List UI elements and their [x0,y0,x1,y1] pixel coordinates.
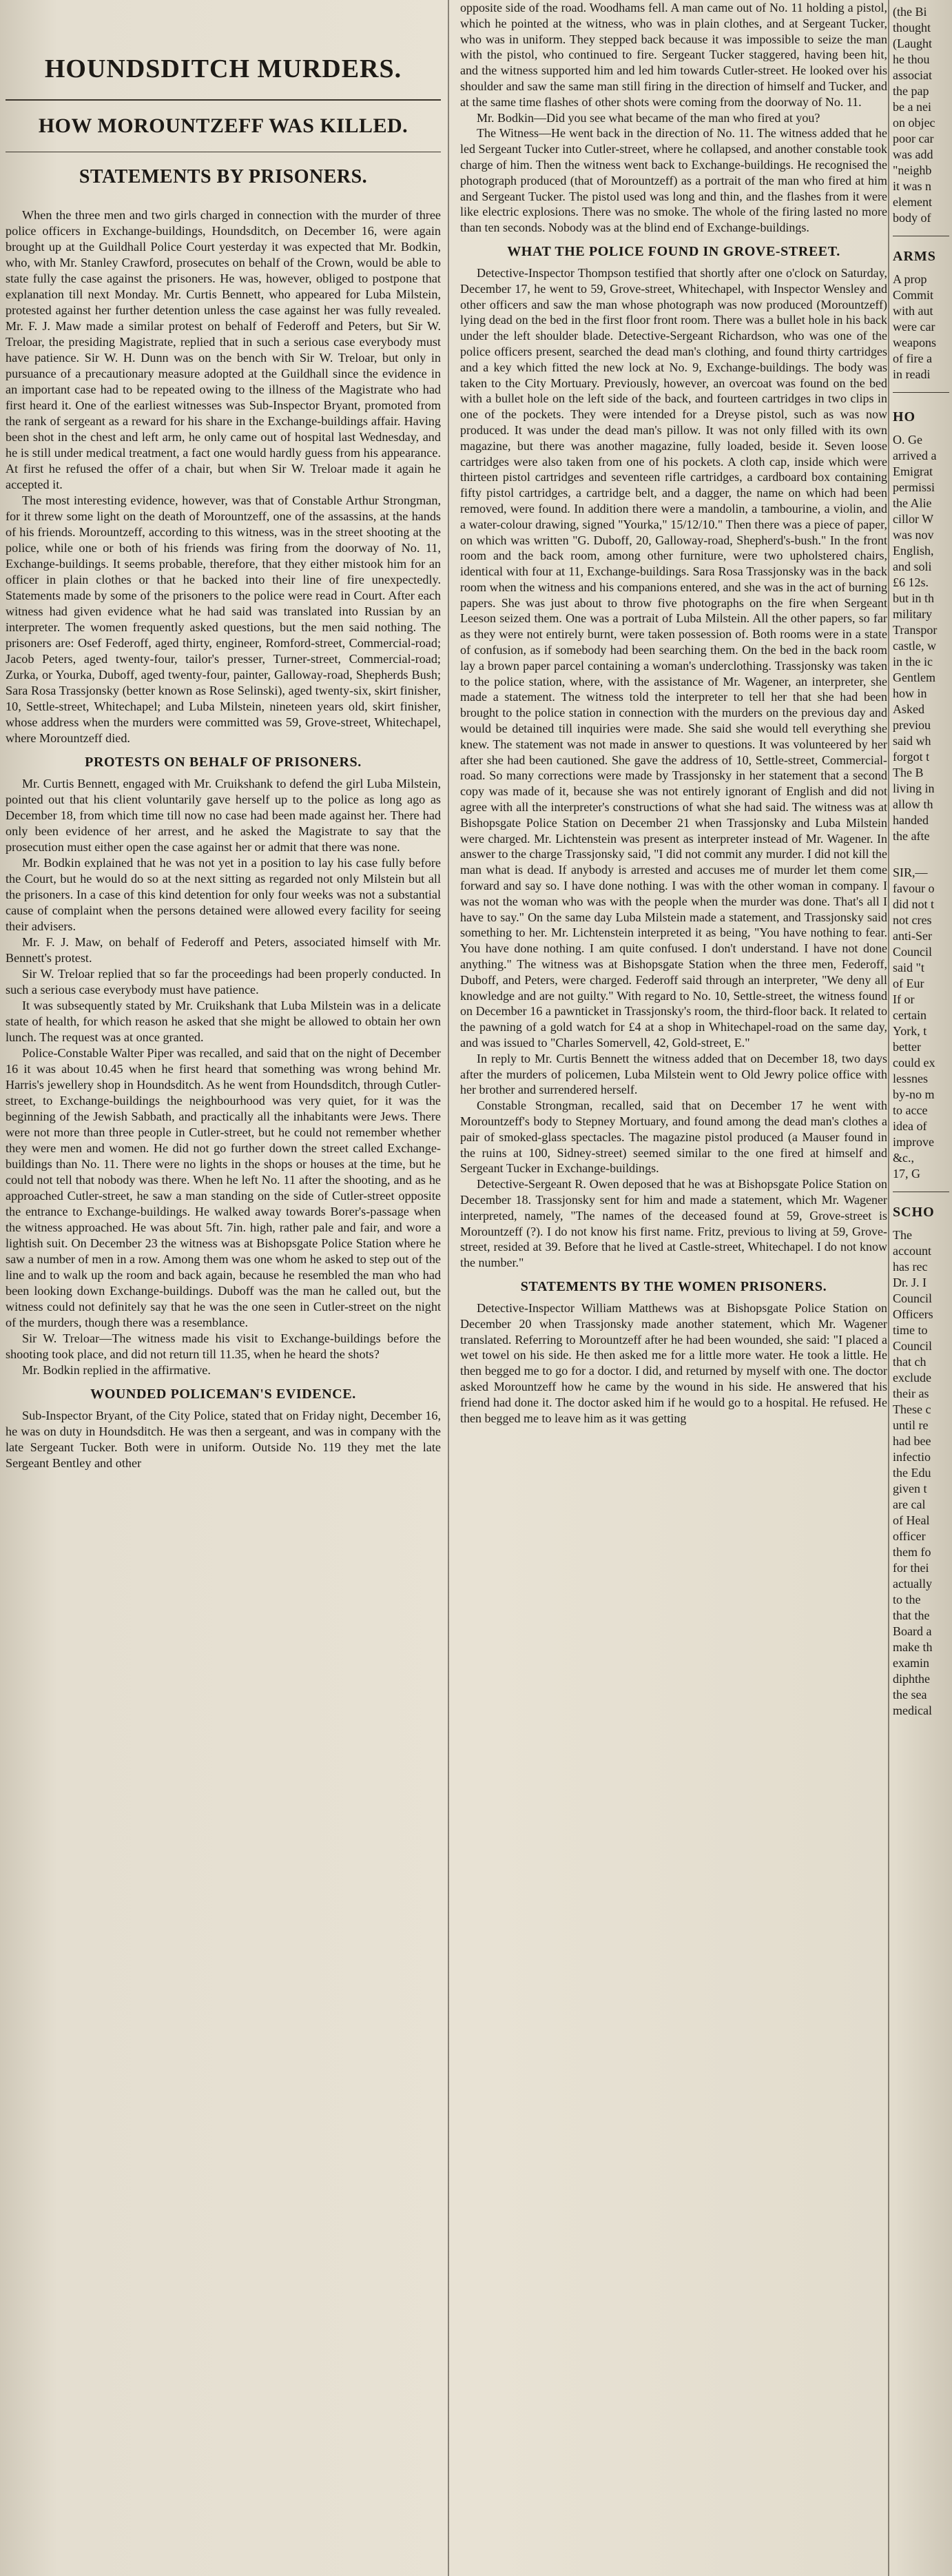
section-heading: PROTESTS ON BEHALF OF PRISONERS. [85,755,362,770]
fragment-line: but in th [893,591,935,605]
fragment-line: actually [893,1577,932,1591]
fragment-line: certain [893,1008,927,1022]
fragment-line: to acce [893,1103,928,1117]
fragment-line: that ch [893,1355,927,1369]
fragment-line: could ex [893,1056,935,1070]
fragment-line: account [893,1244,931,1258]
fragment-line: English, [893,544,934,558]
fragment-line: in readi [893,367,931,381]
fragment-line: be a nei [893,100,931,114]
fragment-line: Officers [893,1307,933,1321]
article-subheadline: HOW MOROUNTZEFF WAS KILLED. [6,114,441,152]
article-body-continued [460,0,887,236]
fragment-line: of fire a [893,351,932,365]
fragment-line: time to [893,1323,928,1337]
column-middle [460,0,887,2576]
paragraph: Detective-Sergeant R. Owen deposed that he was at Bishopsgate Police Station on December 18. Trassjonsky sent for him and made a statement, which Mr. Wagener interpreted, namely, "The names of the deceased found at 59, Grove-street is Morountzeff (?). I do not know his first name. Fritz, previous to living at 59, Grove-street, resided at 39. Before that he lived at Castle-street, Whitechapel. I do not know the number." [460,1177,887,1270]
fragment-line: SIR,— [893,866,928,879]
fragment-line: element [893,195,932,209]
article-body-grove-street [460,265,887,1271]
fragment-line: the Alie [893,496,932,510]
paragraph: It was subsequently stated by Mr. Cruikshank that Luba Milstein was in a delicate state of health, for which reason he asked that she might be allowed to obtain her own lunch. The request was at once granted. [6,999,441,1044]
fragment-line: The B [893,766,924,779]
fragment-line: thought [893,21,931,34]
fragment-heading: SCHO [893,1205,935,1220]
fragment-heading: ARMS [893,249,936,264]
fragment-line: were car [893,320,935,334]
fragment-line: had bee [893,1434,931,1448]
paragraph: Mr. Bodkin explained that he was not yet in a position to lay his case fully before the Court, but he would do so at the next sitting as regarded not only Milstein but all the prisoners. In a case of this kind detention for only four weeks was not a substantial cause of complaint when the persons detained were allowed every facility for seeing their advisers. [6,856,441,933]
paragraph: Police-Constable Walter Piper was recalled, and said that on the night of December 16 it was about 10.45 when he first heard that something was wrong behind Mr. Harris's jewellery shop in Houndsditch. As he went from Houndsditch, through Cutler-street, to Exchange-buildings the neighbourhood was very quiet, for it was the beginning of the Jewish Sabbath, and practically all the inhabitants were Jews. There were not more than three people in Cutler-street, but he could not remember whether they were men and women. He did not go further down the street called Exchange-buildings than No. 11. There were no lights in the shops or houses at the time, but he could not tell that nobody was there. When he left No. 11 after the shooting, and as he approached Cutler-street, he saw a man standing on the side of Cutler-street opposite the entrance to Exchange-buildings. He walked away towards Borer's-passage when the witness approached. He was about 5ft. 7in. high, rather pale and fair, and wore a lightish suit. On December 23 the witness was at Bishopsgate Police Station where he saw a number of men in a row. Among them was one whom he asked to step out of the line and to walk up the room and back again, because he resembled the man who had been looking down Exchange-buildings. Duboff was the man he called out, but the witness could not definitely say that he was the one seen in Cutler-street on the night of the murders, though there was a resemblance. [6,1046,441,1329]
fragment-line: military [893,607,932,621]
paragraph: opposite side of the road. Woodhams fell. A man came out of No. 11 holding a pistol, which he pointed at the witness, who was in plain clothes, and at Sergeant Tucker, who was in uniform. They stepped back because it was impossible to seize the man with the pistol, who continued to fire. Sergeant Tucker staggered, having been hit, and the witness supported him and led him towards Cutler-street. He looked over his shoulder and saw the same man still firing in the direction of himself and Tucker, and at the same time flashes of other shots were coming from the doorway of No. 11. [460,1,887,109]
fragment-line: 17, G [893,1167,920,1180]
fragment-line: Commit [893,288,934,302]
paragraph: Sub-Inspector Bryant, of the City Police, stated that on Friday night, December 16, he was on duty in Houndsditch. He was then a sergeant, and was in company with the late Sergeant Tucker. Both were in uniform. Outside No. 119 they met the late Sergeant Bentley and other [6,1409,441,1470]
column-left [6,0,441,2576]
fragment-line: are cal [893,1497,926,1511]
fragment-line: (the Bi [893,5,927,19]
column-right-fragment [893,0,949,2576]
paragraph: The most interesting evidence, however, was that of Constable Arthur Strongman, for it threw some light on the death of Morountzeff, one of the assassins, at the hands of his friends. Morountzeff, according to this witness, was in the street shooting at the police, while one or both of his friends was firing from the doorway of No. 11, Exchange-buildings. It seems probable, therefore, that they either mistook him for an officer in plain clothes or that he backed into their line of fire unexpectedly. Statements made by some of the prisoners to the police were read in Court. After each witness had given evidence what he had said was translated into Russian by an interpreter. The women frequently asked questions, but the men said nothing. The prisoners are: Osef Federoff, aged thirty, engineer, Romford-street, Commercial-road; Jacob Peters, aged twenty-four, tailor's presser, Turner-street, Commercial-road; Zurka, or Yourka, Duboff, aged twenty-four, painter, Galloway-road, Shepherds Bush; Sara Rosa Trassjonsky (better known as Rose Selinski), aged twenty-six, skirt finisher, 10, Settle-street, Whitechapel; and Luba Milstein, nineteen years old, skirt finisher, whose address when the murders were committed was 59, Grove-street, Whitechapel, where Morountzeff died. [6,493,441,745]
article-body-wounded [6,1408,441,1471]
fragment-line: the Edu [893,1466,931,1480]
fragment-line: and soli [893,560,932,573]
fragment-line: previou [893,718,931,732]
fragment-line: Council [893,1339,932,1353]
gap [893,844,949,865]
fragment-line: that the [893,1608,930,1622]
fragment-line: improve [893,1135,934,1149]
section-heading: WHAT THE POLICE FOUND IN GROVE-STREET. [507,243,840,259]
paragraph: When the three men and two girls charged in connection with the murder of three police officers in Exchange-buildings, Houndsditch, on December 16, were again brought up at the Guildhall Police Court yesterday it was expected that Mr. Bodkin, who, with Mr. Stanley Crawford, prosecutes on behalf of the Crown, would be able to state fully the case against the prisoners. He was, however, obliged to postpone that explanation till next Monday. Mr. Curtis Bennett, who appeared for Luba Milstein, protested against her further detention unless the case against her was fully revealed. Mr. F. J. Maw made a similar protest on behalf of Federoff and Peters, but Sir W. Treloar, the presiding Magistrate, replied that in such a serious case everybody must have patience. Sir W. H. Dunn was on the bench with Sir W. Treloar, but only in pursuance of a precautionary measure adopted at the Guildhall since the evidence in an important case had to be repeated owing to the illness of the Magistrate who had first heard it. One of the earliest witnesses was Sub-Inspector Bryant, promoted from the rank of sergeant as a reward for his share in the Exchange-buildings affair. Having been shot in the chest and left arm, he only came out of hospital last Wednesday, and he is still under medical treatment, a fact one would hardly guess from his appearance. At first he refused the offer of a chair, but when Sir W. Treloar made it again he accepted it. [6,208,441,491]
article-body-intro [6,207,441,746]
paragraph: Sir W. Treloar—The witness made his visit to Exchange-buildings before the shooting took place, and did not return till 11.35, when he heard the shots? [6,1331,441,1361]
fragment-line: handed [893,813,929,827]
fragment-line: their as [893,1387,929,1400]
fragment-line: on objec [893,116,935,130]
fragment-line: Board a [893,1624,932,1638]
fragment-line: (Laught [893,37,932,50]
fragment-line: the afte [893,829,930,843]
paragraph: Sir W. Treloar replied that so far the proceedings had been properly conducted. In such a serious case everybody must have patience. [6,967,441,996]
fragment-lines [893,4,949,226]
fragment-line: Transpor [893,623,938,637]
fragment-line: them fo [893,1545,931,1559]
fragment-line: with aut [893,304,933,318]
fragment-line: of Eur [893,977,924,990]
article-body-women-prisoners [460,1300,887,1426]
fragment-line: A prop [893,272,927,286]
fragment-line: Asked [893,702,924,716]
fragment-line: the sea [893,1688,927,1701]
fragment-line: not cres [893,913,932,927]
fragment-line: examin [893,1656,929,1670]
fragment-line: permissi [893,480,935,494]
fragment-line: diphthe [893,1672,930,1686]
column-divider [888,0,889,2576]
paragraph: The Witness—He went back in the direction of No. 11. The witness added that he led Sergeant Tucker into Cutler-street, where he collapsed, and another constable took charge of him. Then the witness went back to Exchange-buildings. He recognised the photograph produced (that of Morountzeff) as a portrait of the man who fired at him and Sergeant Tucker. The pistol used was long and thin, and the flashes from it were like electric explosions. There was no smoke. The whole of the firing lasted no more than ten seconds. Nobody was at the blind end of Exchange-buildings. [460,126,887,235]
article-subheadline-2: STATEMENTS BY PRISONERS. [79,166,368,187]
fragment-line: Council [893,945,932,959]
fragment-line: anti-Ser [893,929,932,943]
fragment-line: The [893,1228,912,1242]
fragment-line: idea of [893,1119,927,1133]
fragment-line: he thou [893,52,930,66]
fragment-line: for thei [893,1561,929,1575]
fragment-line: York, t [893,1024,927,1038]
fragment-lines [893,272,949,382]
fragment-line: arrived a [893,449,937,462]
fragment-line: make th [893,1640,933,1654]
article-body-protests [6,776,441,1378]
fragment-line: Emigrat [893,464,933,478]
paragraph: Detective-Inspector William Matthews was at Bishopsgate Police Station on December 20 when Trassjonsky made another statement, which Mr. Wagener translated. Referring to Morountzeff after he had been wounded, she said: "I placed a wet towel on his side. He then asked me for a little more water. He took a little. He then begged me to go for a doctor. I did, and returned by myself with one. The doctor asked Morountzeff how he came by the wound in his side. He answered that his friend had done it. The doctor asked him if he would go to a hospital. He refused. He then begged me to leave him as it was getting [460,1300,887,1425]
fragment-line: O. Ge [893,433,922,447]
fragment-line: forgot t [893,750,930,764]
fragment-line: weapons [893,336,936,349]
fragment-line: said "t [893,961,924,974]
fragment-line: has rec [893,1260,928,1274]
fragment-line: to the [893,1593,921,1606]
fragment-line: given t [893,1482,927,1495]
section-heading: WOUNDED POLICEMAN'S EVIDENCE. [90,1387,356,1402]
fragment-line: medical [893,1704,932,1717]
fragment-line: of Heal [893,1513,930,1527]
fragment-line: If or [893,992,915,1006]
article-headline: HOUNDSDITCH MURDERS. [6,54,441,101]
fragment-line: Dr. J. I [893,1276,927,1289]
fragment-line: was add [893,147,933,161]
fragment-line: body of [893,211,931,225]
fragment-line: cillor W [893,512,934,526]
fragment-line: &c., [893,1151,914,1165]
fragment-heading: HO [893,409,916,425]
fragment-line: the pap [893,84,929,98]
fragment-line: better [893,1040,921,1054]
fragment-line: until re [893,1418,929,1432]
fragment-line: Council [893,1291,932,1305]
fragment-lines [893,865,949,1182]
paragraph: Mr. Bodkin—Did you see what became of the man who fired at you? [477,110,820,125]
paragraph: In reply to Mr. Curtis Bennett the witness added that on December 18, two days after the murders of policemen, Luba Milstein went to Old Jewry police office with her brother and surrendered herself. [460,1051,887,1097]
fragment-line: favour o [893,881,935,895]
fragment-line: said wh [893,734,931,748]
fragment-line: infectio [893,1450,931,1464]
paragraph: Detective-Inspector Thompson testified that shortly after one o'clock on Saturday, December 17, he went to 59, Grove-street, Whitechapel, with Inspector Wensley and other officers and saw the man whose photograph was now produced (Morountzeff) lying dead on the bed in the first floor front room. There was a bullet hole in his back under the left shoulder blade. Detective-Sergeant Richardson, who was one of the police officers present, searched the dead man's clothing, and found thirty cartridges and a key which fitted the new lock at No. 9, Exchange-buildings. The body was taken to the City Mortuary. Previously, however, an overcoat was found on the bed with a bullet hole on the left side of the back, and fourteen cartridges in two clips in one of the pockets. They were intended for a Dreyse pistol, such as was now produced. It was under the dead man's pillow. It was not only filled with its own magazine, but there was another magazine, fully loaded, beside it. Seven loose cartridges were also taken from one of his pockets. A cloth cap, inside which were thirteen pistol cartridges and seventeen rifle cartridges, a cardboard box containing fifty pistol cartridges, a cartridge belt, and a dagger, the name on which had been removed, were found. In addition there were a mandolin, a tambourine, a violin, and a water-colour drawing, signed "Yourka," 15/12/10." Then there was a piece of paper, on which was written "G. Duboff, 20, Galloway-road, Shepherd's-bush." In the front room and the back room, among other furniture, were two upholstered chairs, identical with four at 11, Exchange-buildings. Sara Rosa Trassjonsky was in the back room when the witness and his companions entered, and she was in the act of burning papers. She was just about to throw five photographs on the fire when Sergeant Leeson seized them. One was a portrait of Luba Milstein. All the other papers, so far as they were not entirely burnt, were taken possession of. Both rooms were in a state of confusion, as if somebody had been searching them. On the bed in the back room lay a brown paper parcel containing a woman's underclothing. Trassjonsky was taken to the police station, where, with the assistance of Mr. Wagener, an interpreter, she made a statement. The witness told the interpreter to tell her that she had been brought to the police station in connection with the murders on the previous day and would be detained till inquiries were made. She said she would tell everything she knew. The statement was not made in answer to questions. It was volunteered by her after she had been cautioned. She gave the address of 10, Settle-street, Commercial-road. So many corrections were made by Trassjonsky in her statement that a second copy was made of it, because she was not entirely ignorant of English and did not agree with all the interpreter's constructions of what she had said. The witness was at Bishopsgate Police Station on December 21 when Trassjonsky and Luba Milstein were charged. Mr. Lichtenstein was present as interpreter instead of Mr. Wagener. In answer to the charge Trassjonsky said, "I did not commit any murder. I did not kill the man what is dead. If anybody is arrested and accuses me of murder let them come forward and say so. I have done nothing. I was with the other woman in company. I was not the woman who was with the people when the murder was done. That's all I have to say." On the same day Luba Milstein made a statement, and Trassjonsky said something to her. Mr. Lichtenstein interpreted it as being, "You have nothing to fear. You have done nothing. I am quite confused. I don't understand. I have not done anything." The witness was at Bishopsgate Station when the three men, Federoff, Duboff, and Peters, were charged. Federoff said through an interpreter, "We deny all knowledge and are not guilty." With regard to No. 10, Settle-street, the witness found on December 16 a pawnticket in Trassjonsky's room, the third-floor back. It related to the pawning of a gold watch for £4 at a shop in Whitechapel-road on the same day, and was issued to "Charles Somervell, 42, Gold-street, E." [460,265,887,1050]
fragment-line: associat [893,68,932,82]
fragment-lines [893,432,949,844]
section-heading: STATEMENTS BY THE WOMEN PRISONERS. [520,1278,827,1294]
fragment-line: it was n [893,179,931,193]
column-divider [448,0,449,2576]
fragment-lines [893,1227,949,1719]
paragraph: Mr. F. J. Maw, on behalf of Federoff and Peters, associated himself with Mr. Bennett's protest. [6,935,441,965]
fragment-line: castle, w [893,639,936,653]
fragment-line: exclude [893,1371,931,1384]
paragraph: Mr. Curtis Bennett, engaged with Mr. Cruikshank to defend the girl Luba Milstein, pointed out that his client voluntarily gave herself up to the police as long ago as December 18, from which time till now no case had been made against her. There had only been evidence of her arrest, and he asked the Magistrate to say that the prosecution must either open the case against her or admit that there was none. [6,777,441,854]
fragment-line: £6 12s. [893,575,929,589]
divider [893,392,949,393]
fragment-line: in the ic [893,655,933,668]
fragment-line: Gentlem [893,671,935,684]
fragment-line: by-no m [893,1087,935,1101]
fragment-line: These c [893,1402,931,1416]
fragment-line: was nov [893,528,934,542]
fragment-line: allow th [893,797,933,811]
fragment-line: officer [893,1529,926,1543]
fragment-line: living in [893,781,935,795]
fragment-line: "neighb [893,163,932,177]
fragment-line: did not t [893,897,935,911]
fragment-line: how in [893,686,927,700]
paragraph: Constable Strongman, recalled, said that on December 17 he went with Morountzeff's body to Stepney Mortuary, and found among the dead man's clothes a pair of smoked-glass spectacles. The magazine pistol produced (a Mauser found in the ruins at 100, Sidney-street) seemed similar to the one fired at himself and Sergeant Tucker in Exchange-buildings. [460,1098,887,1176]
fragment-line: lessnes [893,1072,928,1085]
paragraph: Mr. Bodkin replied in the affirmative. [22,1363,211,1377]
fragment-line: poor car [893,132,934,145]
